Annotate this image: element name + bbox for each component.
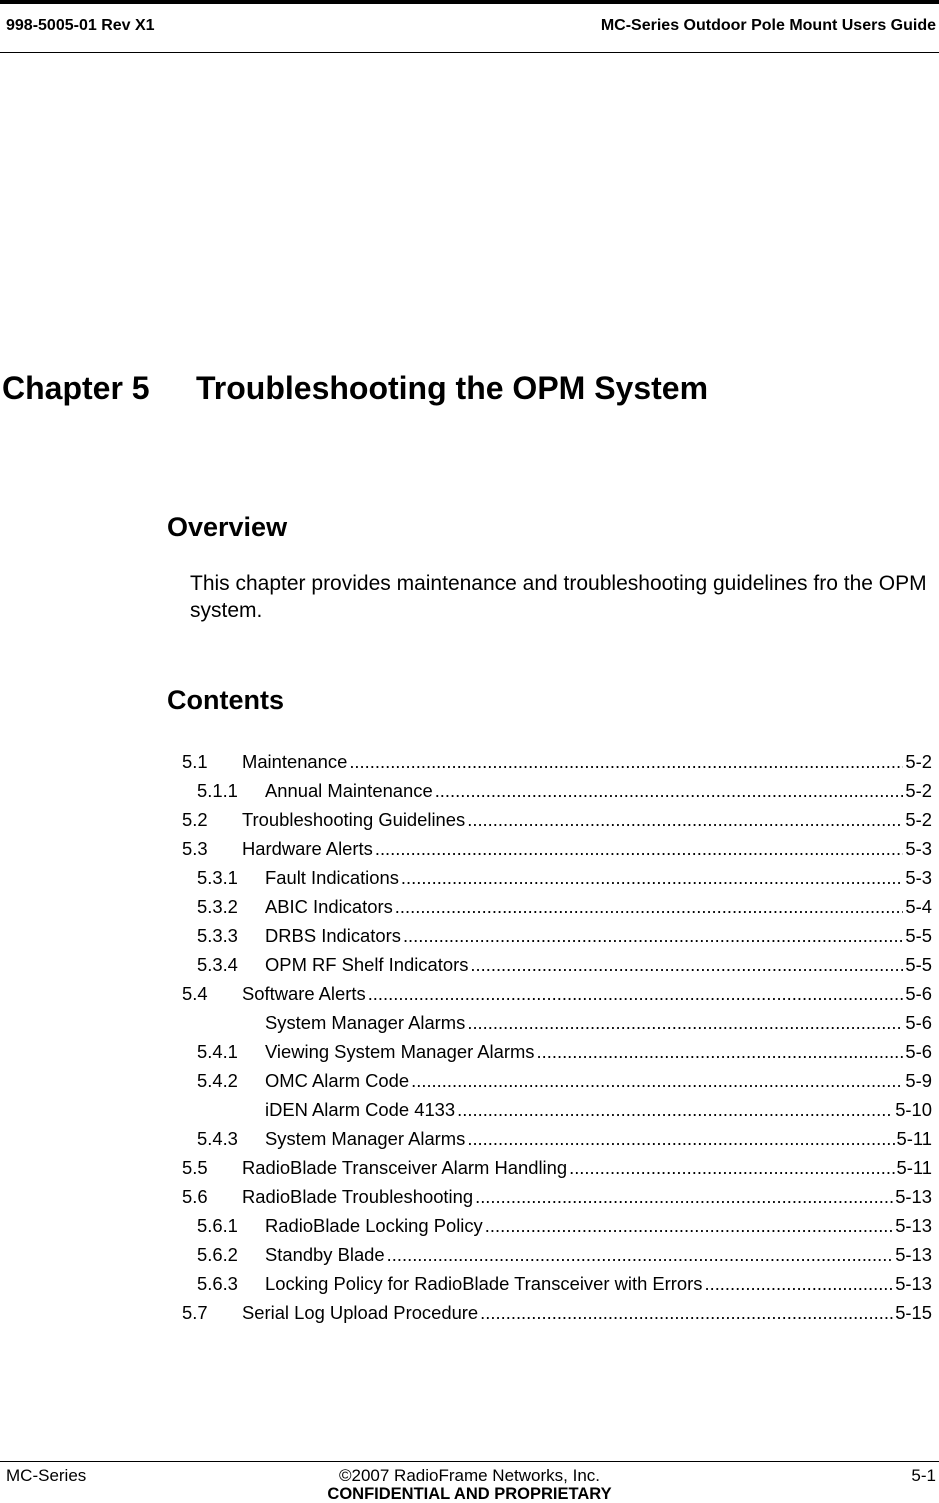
toc-entry-number: 5.3.3 <box>197 925 238 946</box>
top-rule <box>0 0 939 4</box>
toc-entry-page: 5-9 <box>905 1070 932 1091</box>
footer-page-number: 5-1 <box>911 1466 936 1485</box>
toc-entry-page: 5-2 <box>905 780 932 801</box>
toc-entry-page: 5-13 <box>895 1244 932 1265</box>
toc-entry-title: Hardware Alerts <box>242 838 373 859</box>
toc-entry-number: 5.4.3 <box>197 1128 238 1149</box>
toc-entry-number: 5.3.2 <box>197 896 238 917</box>
toc-entry-title: System Manager Alarms <box>265 1012 466 1033</box>
toc-entry[interactable] <box>182 1150 932 1179</box>
toc-entry-number: 5.6.2 <box>197 1244 238 1265</box>
toc-leader <box>467 1012 903 1034</box>
toc-leader <box>467 1128 894 1150</box>
toc-entry-title: Standby Blade <box>265 1244 385 1265</box>
toc-entry-number: 5.4.2 <box>197 1070 238 1091</box>
chapter-heading <box>2 370 708 407</box>
toc-entry-number: 5.3.1 <box>197 867 238 888</box>
toc-entry-page: 5-6 <box>905 983 932 1004</box>
footer-center <box>0 1466 939 1503</box>
table-of-contents <box>182 744 932 1324</box>
toc-entry-title: OPM RF Shelf Indicators <box>265 954 469 975</box>
toc-entry-page: 5-10 <box>895 1099 932 1120</box>
toc-leader <box>457 1099 893 1121</box>
toc-leader <box>368 983 904 1005</box>
toc-leader <box>470 954 903 976</box>
toc-entry-title: ABIC Indicators <box>265 896 393 917</box>
toc-leader <box>403 925 903 947</box>
toc-leader <box>467 809 903 831</box>
toc-entry-title: RadioBlade Locking Policy <box>265 1215 483 1236</box>
toc-entry[interactable] <box>182 889 932 918</box>
toc-entry-page: 5-3 <box>905 838 932 859</box>
toc-leader <box>475 1186 893 1208</box>
toc-entry[interactable] <box>182 1063 932 1092</box>
toc-entry-title: Serial Log Upload Procedure <box>242 1302 479 1323</box>
toc-entry-number: 5.3 <box>182 838 208 859</box>
toc-entry-page: 5-5 <box>905 954 932 975</box>
toc-entry-title: iDEN Alarm Code 4133 <box>265 1099 456 1120</box>
chapter-number: Chapter 5 <box>2 370 150 406</box>
toc-entry-title: System Manager Alarms <box>265 1128 466 1149</box>
toc-entry[interactable] <box>182 860 932 889</box>
toc-entry[interactable] <box>182 1266 932 1295</box>
toc-entry-title: Annual Maintenance <box>265 780 433 801</box>
toc-entry-number: 5.1.1 <box>197 780 238 801</box>
toc-entry[interactable] <box>182 1179 932 1208</box>
toc-entry-number: 5.1 <box>182 751 208 772</box>
toc-entry-page: 5-13 <box>895 1273 932 1294</box>
toc-entry-title: Locking Policy for RadioBlade Transceiver with Errors <box>265 1273 703 1294</box>
toc-entry-title: DRBS Indicators <box>265 925 401 946</box>
toc-leader <box>569 1157 894 1179</box>
header-doc-title: MC-Series Outdoor Pole Mount Users Guide <box>600 17 936 34</box>
toc-leader <box>411 1070 903 1092</box>
toc-entry-page: 5-2 <box>905 809 932 830</box>
toc-entry[interactable] <box>182 1005 932 1034</box>
toc-entry-title: RadioBlade Transceiver Alarm Handling <box>242 1157 568 1178</box>
toc-entry-number: 5.5 <box>182 1157 208 1178</box>
toc-leader <box>395 896 904 918</box>
toc-leader <box>704 1273 893 1295</box>
overview-text: This chapter provides maintenance and troubleshooting guidelines fro the OPM system. <box>190 572 927 622</box>
toc-entry[interactable] <box>182 1092 932 1121</box>
toc-leader <box>435 780 904 802</box>
contents-heading: Contents <box>167 685 284 715</box>
toc-leader <box>401 867 903 889</box>
toc-entry-number: 5.6.1 <box>197 1215 238 1236</box>
toc-entry[interactable] <box>182 831 932 860</box>
footer-rule <box>0 1461 939 1462</box>
header-doc-number: 998-5005-01 Rev X1 <box>6 17 155 34</box>
toc-entry-title: Software Alerts <box>242 983 366 1004</box>
toc-entry[interactable] <box>182 1295 932 1324</box>
toc-entry[interactable] <box>182 1237 932 1266</box>
toc-entry-page: 5-3 <box>905 867 932 888</box>
toc-entry-title: Maintenance <box>242 751 348 772</box>
toc-leader <box>485 1215 893 1237</box>
toc-entry-number: 5.4 <box>182 983 208 1004</box>
toc-entry[interactable] <box>182 1208 932 1237</box>
toc-entry-title: Troubleshooting Guidelines <box>242 809 466 830</box>
toc-entry[interactable] <box>182 744 932 773</box>
header-rule <box>0 52 939 53</box>
toc-entry-number: 5.4.1 <box>197 1041 238 1062</box>
toc-entry-number: 5.6 <box>182 1186 208 1207</box>
toc-entry-page: 5-15 <box>895 1302 932 1323</box>
toc-entry-number: 5.3.4 <box>197 954 238 975</box>
toc-entry-page: 5-13 <box>895 1215 932 1236</box>
toc-entry[interactable] <box>182 947 932 976</box>
footer-product: MC-Series <box>6 1466 87 1485</box>
toc-leader <box>375 838 904 860</box>
toc-entry-page: 5-4 <box>905 896 932 917</box>
footer-confidential: CONFIDENTIAL AND PROPRIETARY <box>327 1485 612 1503</box>
toc-leader <box>349 751 903 773</box>
toc-entry-page: 5-6 <box>905 1012 932 1033</box>
toc-entry-page: 5-2 <box>905 751 932 772</box>
toc-entry-title: OMC Alarm Code <box>265 1070 410 1091</box>
toc-entry-page: 5-6 <box>905 1041 932 1062</box>
toc-entry[interactable] <box>182 1121 932 1150</box>
toc-entry-number: 5.7 <box>182 1302 208 1323</box>
toc-leader <box>480 1302 893 1324</box>
toc-entry-page: 5-11 <box>896 1128 932 1149</box>
toc-entry-title: RadioBlade Troubleshooting <box>242 1186 474 1207</box>
chapter-title: Troubleshooting the OPM System <box>196 370 709 406</box>
footer-copyright: ©2007 RadioFrame Networks, Inc. <box>338 1466 601 1485</box>
overview-heading: Overview <box>167 512 288 542</box>
toc-entry[interactable] <box>182 918 932 947</box>
toc-leader <box>387 1244 894 1266</box>
toc-entry[interactable] <box>182 976 932 1005</box>
toc-entry[interactable] <box>182 802 932 831</box>
toc-entry-title: Fault Indications <box>265 867 399 888</box>
toc-entry[interactable] <box>182 773 932 802</box>
toc-entry-number: 5.6.3 <box>197 1273 238 1294</box>
toc-entry-title: Viewing System Manager Alarms <box>265 1041 535 1062</box>
toc-entry-page: 5-13 <box>895 1186 932 1207</box>
toc-entry[interactable] <box>182 1034 932 1063</box>
toc-leader <box>537 1041 904 1063</box>
toc-entry-page: 5-11 <box>896 1157 932 1178</box>
toc-entry-page: 5-5 <box>905 925 932 946</box>
toc-entry-number: 5.2 <box>182 809 208 830</box>
